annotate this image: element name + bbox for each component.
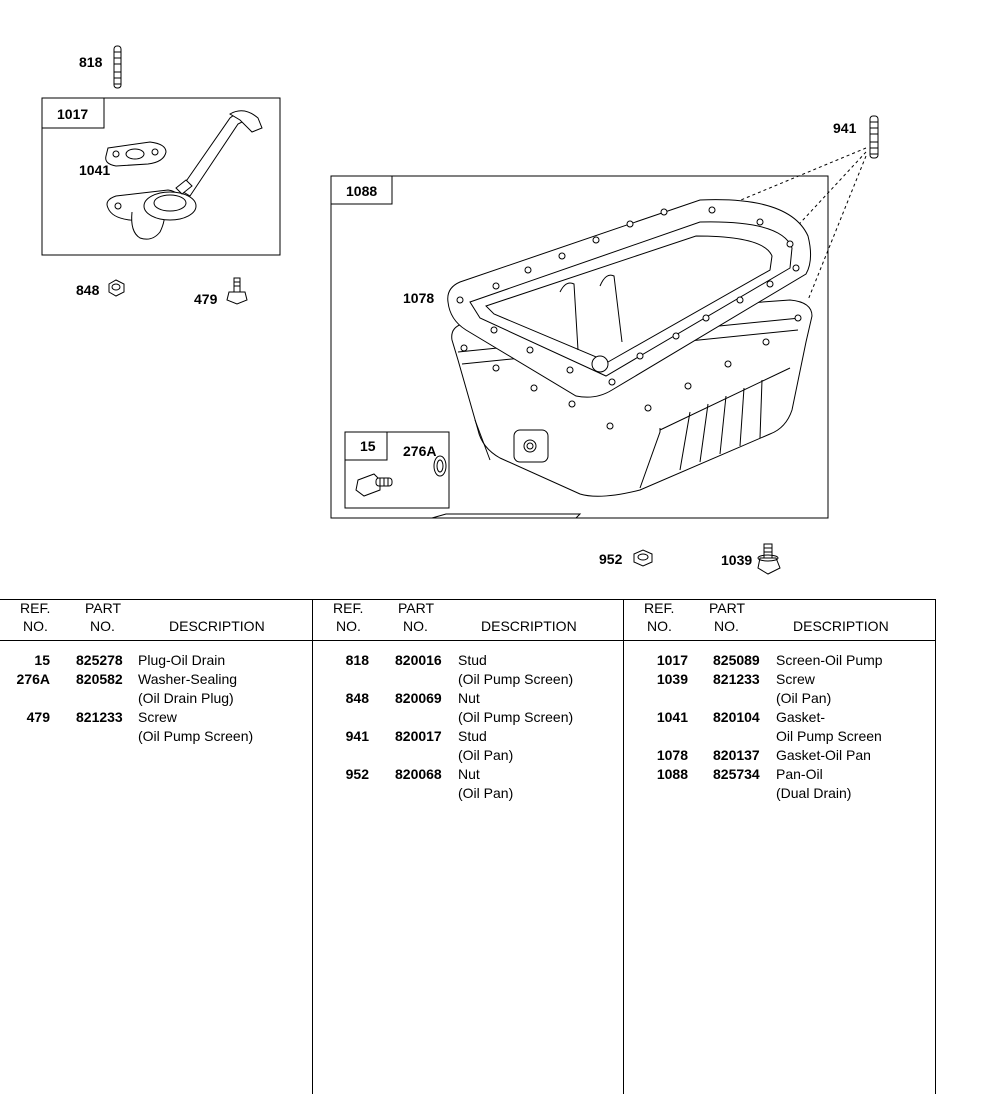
gasket-1041-drawing [106, 142, 166, 166]
callout-818: 818 [79, 54, 103, 70]
header-part-line2: NO. [403, 618, 428, 634]
screw-479-drawing [227, 278, 247, 304]
callout-1039: 1039 [721, 552, 753, 568]
header-description: DESCRIPTION [169, 618, 265, 634]
header-ref-line1: REF. [20, 600, 51, 616]
callout-1041: 1041 [79, 162, 111, 178]
callout-941: 941 [833, 120, 857, 136]
header-part-line1: PART [398, 600, 435, 616]
parts-list-table [0, 599, 1000, 1094]
header-ref-line1: REF. [333, 600, 364, 616]
header-part-line2: NO. [90, 618, 115, 634]
header-ref-line2: NO. [23, 618, 48, 634]
screw-1039-drawing [758, 544, 780, 574]
header-ref-line1: REF. [644, 600, 675, 616]
header-part-line1: PART [709, 600, 746, 616]
callout-1088: 1088 [346, 183, 378, 199]
stud-941-drawing [870, 116, 878, 158]
header-part-line1: PART [85, 600, 122, 616]
callout-1017: 1017 [57, 106, 89, 122]
header-part-line2: NO. [714, 618, 739, 634]
callout-479: 479 [194, 291, 218, 307]
nut-952-drawing [634, 550, 652, 566]
header-ref-line2: NO. [647, 618, 672, 634]
header-ref-line2: NO. [336, 618, 361, 634]
header-description: DESCRIPTION [481, 618, 577, 634]
parts-column-1: REF. NO. PART NO. DESCRIPTION 15 825278 Plug-Oil Drain 276A 820582 Washer-Sealing (Oil Drain Plug) 479 821233 Screw (Oil Pump Screen) [16, 600, 265, 744]
nut-848-drawing [109, 280, 124, 296]
parts-column-2: REF. NO. PART NO. DESCRIPTION 818 820016 Stud (Oil Pump Screen) 848 820069 Nut (Oil Pump Screen) 941 820017 Stud (Oil Pan) 952 820068 Nut (Oil Pan) [333, 600, 577, 801]
oil-pump-screen-1017-drawing [107, 111, 262, 239]
callout-848: 848 [76, 282, 100, 298]
header-description: DESCRIPTION [793, 618, 889, 634]
callout-276A: 276A [403, 443, 437, 459]
callout-1078: 1078 [403, 290, 435, 306]
callout-952: 952 [599, 551, 623, 567]
washer-276A-drawing [434, 456, 446, 476]
callout-15: 15 [360, 438, 376, 454]
parts-column-3: REF. NO. PART NO. DESCRIPTION 1017 825089 Screen-Oil Pump 1039 821233 Screw (Oil Pan) 1041 820104 Gasket- Oil Pump Screen 1078 820137 Gasket-Oil Pan 1088 825734 Pan-Oil (Dual Drain) [644, 600, 889, 801]
stud-818-drawing [114, 46, 121, 88]
